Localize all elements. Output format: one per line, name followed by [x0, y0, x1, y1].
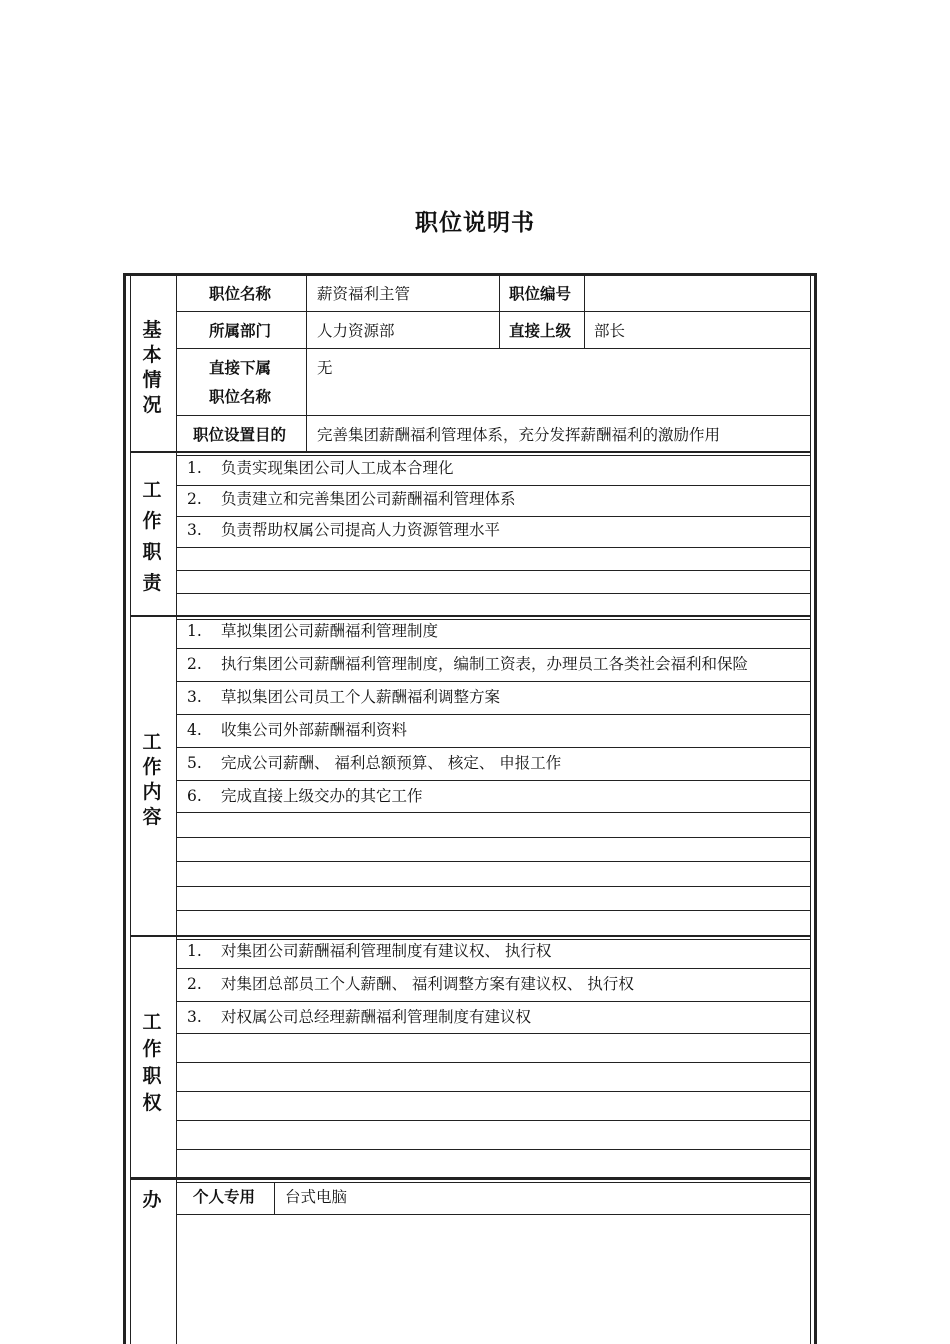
superior-label: 直接上级 — [509, 322, 572, 340]
row-divider — [176, 968, 811, 969]
row-divider — [176, 1091, 811, 1092]
row-divider — [176, 681, 811, 682]
row-divider — [176, 455, 811, 456]
row-divider — [176, 1182, 811, 1183]
section-label-authority: 工 作 职 权 — [142, 1011, 162, 1114]
row-divider — [176, 619, 811, 620]
row-divider — [176, 886, 811, 887]
row-divider — [176, 939, 811, 940]
section-divider — [130, 615, 811, 617]
personal-use-value: 台式电脑 — [285, 1188, 348, 1206]
row-divider — [176, 1033, 811, 1034]
purpose-label: 职位设置目的 — [193, 426, 287, 444]
content-item: 3. 草拟集团公司员工个人薪酬福利调整方案 — [187, 688, 501, 706]
row-divider — [176, 812, 811, 813]
purpose-value: 完善集团薪酬福利管理体系，充分发挥薪酬福利的激励作用 — [317, 426, 721, 444]
row-divider — [176, 1062, 811, 1063]
row-divider — [176, 648, 811, 649]
row-divider — [176, 861, 811, 862]
row-divider — [176, 1214, 811, 1215]
row-divider — [176, 910, 811, 911]
subordinate-label-line1: 直接下属 — [209, 359, 272, 377]
row-divider — [176, 747, 811, 748]
superior-value: 部长 — [594, 322, 626, 340]
inner-left-border — [130, 276, 131, 1344]
department-value: 人力资源部 — [317, 322, 395, 340]
row-divider — [176, 415, 811, 416]
position-code-label: 职位编号 — [509, 285, 572, 303]
row-divider — [176, 485, 811, 486]
subordinate-value: 无 — [317, 359, 333, 377]
duty-item: 2. 负责建立和完善集团公司薪酬福利管理体系 — [187, 490, 516, 508]
section-divider — [130, 451, 811, 453]
section-divider — [130, 1177, 811, 1180]
duty-item: 1. 负责实现集团公司人工成本合理化 — [187, 459, 454, 477]
col-divider — [584, 276, 585, 348]
row-divider — [176, 516, 811, 517]
content-item: 4. 收集公司外部薪酬福利资料 — [187, 721, 408, 739]
authority-item: 1. 对集团公司薪酬福利管理制度有建议权、 执行权 — [187, 942, 552, 960]
inner-right-border — [810, 276, 811, 1344]
section-label-content: 工 作 内 容 — [142, 731, 162, 828]
content-item: 1. 草拟集团公司薪酬福利管理制度 — [187, 622, 439, 640]
row-divider — [176, 1120, 811, 1121]
page-title: 职位说明书 — [415, 210, 535, 236]
content-item: 6. 完成直接上级交办的其它工作 — [187, 787, 423, 805]
row-divider — [176, 837, 811, 838]
row-divider — [176, 348, 811, 349]
row-divider — [176, 780, 811, 781]
section-label-basic: 基 本 情 况 — [142, 319, 162, 416]
row-divider — [176, 714, 811, 715]
col-divider — [499, 276, 500, 348]
content-item: 5. 完成公司薪酬、 福利总额预算、 核定、 申报工作 — [187, 754, 562, 772]
duty-item: 3. 负责帮助权属公司提高人力资源管理水平 — [187, 521, 501, 539]
col-divider — [306, 276, 307, 451]
position-name-label: 职位名称 — [209, 285, 272, 303]
row-divider — [176, 547, 811, 548]
col-divider — [274, 1182, 275, 1214]
section-column-divider — [176, 276, 177, 1344]
row-divider — [176, 1001, 811, 1002]
row-divider — [176, 570, 811, 571]
section-divider — [130, 935, 811, 937]
authority-item: 3. 对权属公司总经理薪酬福利管理制度有建议权 — [187, 1008, 532, 1026]
section-label-office: 办 — [142, 1189, 162, 1211]
row-divider — [176, 593, 811, 594]
authority-item: 2. 对集团总部员工个人薪酬、 福利调整方案有建议权、 执行权 — [187, 975, 634, 993]
section-label-duties: 工 作 职 责 — [142, 479, 162, 594]
department-label: 所属部门 — [209, 322, 272, 340]
content-item: 2. 执行集团公司薪酬福利管理制度，编制工资表，办理员工各类社会福利和保险 — [187, 655, 749, 673]
personal-use-label: 个人专用 — [193, 1188, 256, 1206]
row-divider — [176, 1149, 811, 1150]
position-name-value: 薪资福利主管 — [317, 285, 411, 303]
row-divider — [176, 311, 811, 312]
subordinate-label-line2: 职位名称 — [209, 388, 272, 406]
